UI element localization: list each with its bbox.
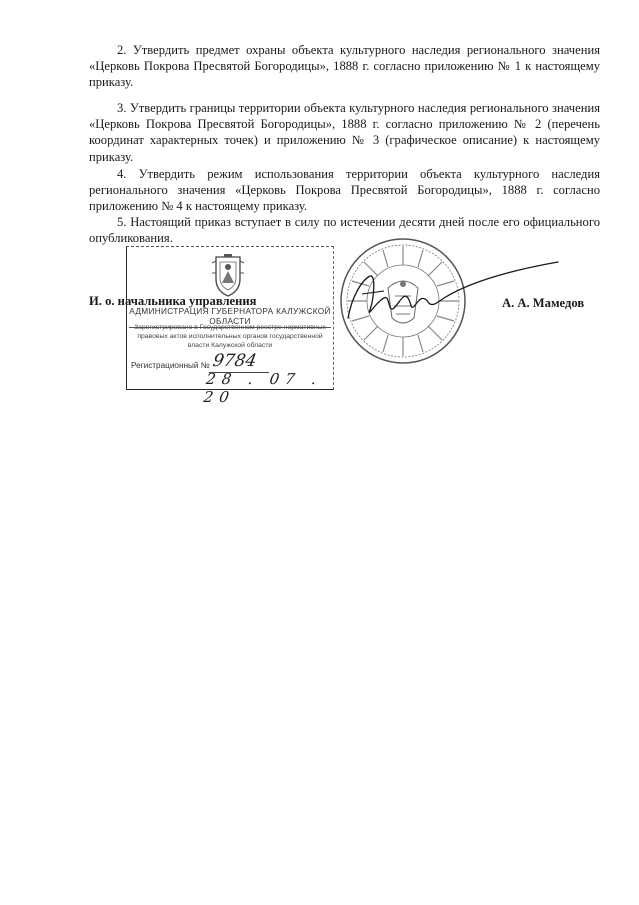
stamp-reg-number: 9784 [211,351,259,371]
stamp-organization: АДМИНИСТРАЦИЯ ГУБЕРНАТОРА КАЛУЖСКОЙ ОБЛАСТИ [129,306,331,326]
paragraph-item-2: 2. Утвердить предмет охраны объекта культурного наследия регионального значения «Церковь Покрова Пресвятой Богородицы», 1888 г. согласно приложению № 1 к настоящему приказу. [89,43,600,90]
stamp-note: Зарегистрировано в Государственном реестре нормативных правовых актов исполнительных органов государственной власти Калужской области [134,324,326,349]
stamp-reg-label: Регистрационный № [131,361,210,370]
coat-of-arms-icon [205,253,251,299]
paragraph-item-3: 3. Утвердить границы территории объекта культурного наследия регионального значения «Церковь Покрова Пресвятой Богородицы», 1888 г. согласно приложению № 2 (перечень координат характерных точек) и приложению № 3 (графическое описание) к настоящему приказу. [89,101,600,164]
stamp-date: 28 . 07 . 20 [202,370,324,406]
paragraph-item-4: 4. Утвердить режим использования территории объекта культурного наследия регионального значения «Церковь Покрова Пресвятой Богородицы», 1888 г. согласно приложению № 4 к настоящему приказу. [89,167,600,214]
registration-stamp [126,246,334,406]
handwritten-signature [340,258,562,338]
signatory-name: А. А. Мамедов [502,296,585,310]
paragraph-item-5: 5. Настоящий приказ вступает в силу по истечении десяти дней после его официального опубликования. [89,215,600,246]
signatory-title: И. о. начальника управления [89,294,257,308]
